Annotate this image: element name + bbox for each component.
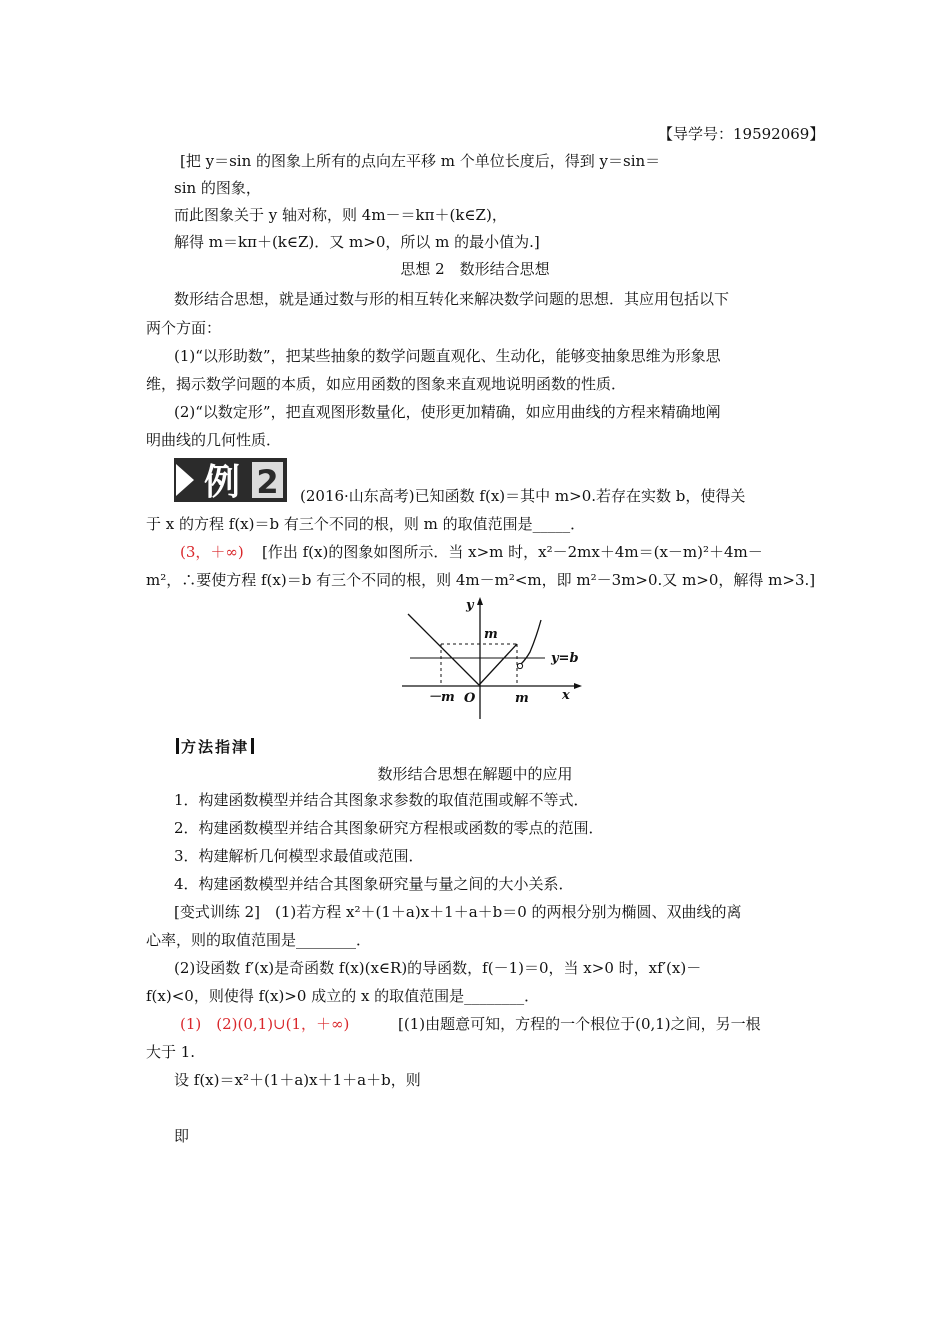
example-solution-line2: m²，∴要使方程 f(x)＝b 有三个不同的根，则 4m－m²<m，即 m²－3m>0.又 m>0，解得 m>3.] (146, 571, 816, 589)
variant-solution-line4: 即 (174, 1127, 190, 1145)
intro-line2: 两个方面： (146, 319, 222, 337)
method-badge-label: 方法指津 (181, 737, 250, 756)
solution1-line2: sin 的图象， (174, 179, 261, 197)
solution1-line4: 解得 m＝kπ＋(k∈Z)．又 m>0，所以 m 的最小值为.] (174, 233, 540, 251)
method-item-1: 1．构建函数模型并结合其图象求参数的取值范围或解不等式． (174, 791, 589, 809)
variant-answer: (1) (2)(0,1)∪(1，＋∞) (180, 1015, 350, 1033)
variant-solution-line2: 大于 1. (146, 1043, 196, 1061)
label-m-top: m (484, 627, 498, 642)
example-line2: 于 x 的方程 f(x)＝b 有三个不同的根，则 m 的取值范围是_____． (146, 515, 586, 533)
label-origin: O (464, 691, 476, 706)
v-right-branch (479, 644, 517, 685)
variant-solution-line1: [(1)由题意可知，方程的一个根位于(0,1)之间，另一根 (398, 1015, 761, 1033)
method-title: 数形结合思想在解题中的应用 (377, 765, 573, 783)
function-graph (398, 595, 588, 723)
method-item-3: 3．构建解析几何模型求最值或范围． (174, 847, 424, 865)
badge-bar-left (176, 738, 179, 754)
example-solution-line1: [作出 f(x)的图象如图所示．当 x>m 时，x²－2mx＋4m＝(x－m)²＋4m－ (262, 543, 763, 561)
guide-number: 【导学号：19592069】 (658, 125, 825, 143)
method-item-2: 2．构建函数模型并结合其图象研究方程根或函数的零点的范围． (174, 819, 604, 837)
example-answer: (3，＋∞) (180, 543, 244, 561)
v-left-branch (408, 614, 479, 685)
intro-p2-line1: (2)“以数定形”，把直观图形数量化，使形更加精确，如应用曲线的方程来精确地阐 (174, 403, 721, 421)
example-line1: (2016·山东高考)已知函数 f(x)＝其中 m>0.若存在实数 b，使得关 (300, 487, 746, 505)
x-axis-arrow (574, 683, 582, 689)
label-neg-m: －m (428, 690, 455, 705)
variant-line2: 心率，则的取值范围是________． (146, 931, 372, 949)
variant-solution-line3: 设 f(x)＝x²＋(1＋a)x＋1＋a＋b，则 (174, 1071, 421, 1089)
example-badge (174, 458, 287, 502)
solution1-line1: [把 y＝sin 的图象上所有的点向左平移 m 个单位长度后，得到 y＝sin＝ (180, 152, 661, 170)
parabola-branch (521, 620, 541, 664)
variant-line4: f(x)<0，则使得 f(x)>0 成立的 x 的取值范围是________． (146, 987, 540, 1005)
y-axis-arrow (477, 597, 483, 605)
intro-p1-line1: (1)“以形助数”，把某些抽象的数学问题直观化、生动化，能够变抽象思维为形象思 (174, 347, 721, 365)
intro-p1-line2: 维，揭示数学问题的本质，如应用函数的图象来直观地说明函数的性质． (146, 375, 627, 393)
label-x: x (562, 688, 570, 703)
example-badge-num: 2 (256, 463, 279, 501)
badge-bar-right (251, 738, 254, 754)
label-y: y (466, 598, 474, 613)
open-point (517, 663, 522, 668)
label-y-equals-b: y=b (551, 651, 579, 666)
variant-line1: [变式训练 2] (1)若方程 x²＋(1＋a)x＋1＋a＋b＝0 的两根分别为椭圆、双曲线的离 (174, 903, 742, 921)
label-m: m (515, 691, 529, 706)
section-title: 思想 2 数形结合思想 (400, 260, 550, 278)
method-item-4: 4．构建函数模型并结合其图象研究量与量之间的大小关系． (174, 875, 574, 893)
variant-line3: (2)设函数 f′(x)是奇函数 f(x)(x∈R)的导函数，f(－1)＝0，当 x>0 时，xf′(x)－ (174, 959, 702, 977)
example-badge-char: 例 (203, 462, 241, 502)
intro-p2-line2: 明曲线的几何性质． (146, 431, 282, 449)
solution1-line3: 而此图象关于 y 轴对称，则 4m－＝kπ＋(k∈Z)， (174, 206, 507, 224)
method-badge (174, 736, 256, 756)
intro-line1: 数形结合思想，就是通过数与形的相互转化来解决数学问题的思想．其应用包括以下 (174, 290, 730, 308)
